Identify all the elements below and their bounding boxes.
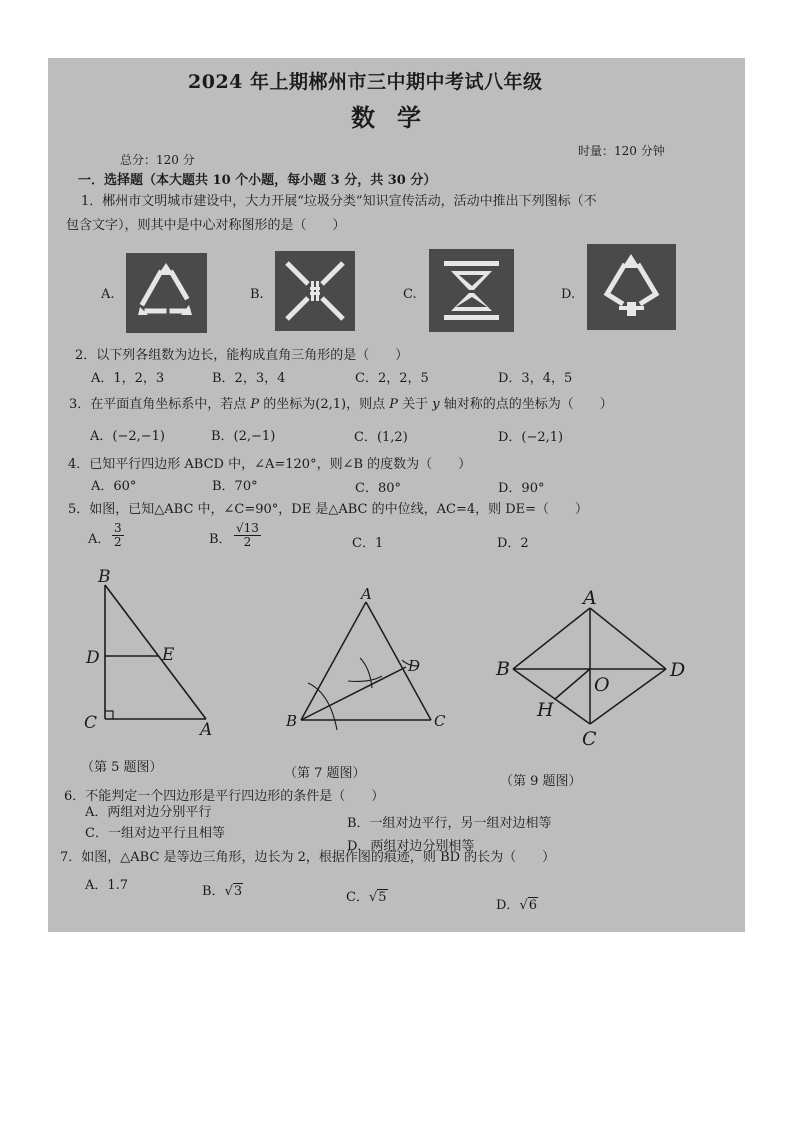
q5-option-a-numerator: 3 bbox=[114, 521, 122, 535]
q5-stem: 5．如图，已知△ABC 中，∠C=90°，DE 是△ABC 的中位线，AC=4，则 DE=（ ） bbox=[68, 502, 589, 517]
q7-option-d bbox=[496, 898, 538, 914]
q3-stem-part-a: 3．在平面直角坐标系中，若点 bbox=[69, 397, 251, 412]
q4-option-c: C．80° bbox=[355, 481, 401, 496]
q5-option-b-numerator: √13 bbox=[236, 521, 259, 535]
figure-9-caption: （第 9 题图） bbox=[500, 774, 582, 789]
q5-option-c: C．1 bbox=[352, 536, 384, 551]
fig7-side-ac bbox=[366, 602, 431, 720]
q5-option-a-denominator: 2 bbox=[114, 535, 122, 549]
hourglass-icon bbox=[429, 249, 514, 332]
q5-option-b-label: B． bbox=[209, 532, 232, 547]
q7-option-d-radicand: 6 bbox=[528, 898, 538, 913]
fig7-side-ab bbox=[301, 602, 366, 720]
fig7-arc-mark-3 bbox=[348, 676, 382, 681]
q7-option-a: A．1.7 bbox=[85, 878, 129, 893]
q5-option-a-fraction bbox=[112, 522, 124, 549]
q4-option-a: A．60° bbox=[91, 479, 137, 494]
fig5-side-ba bbox=[105, 585, 206, 719]
fig7-arc-mark-2 bbox=[360, 658, 372, 688]
q3-option-b: B．(2,−1) bbox=[211, 429, 276, 444]
recycle-tree-icon bbox=[587, 244, 676, 330]
q1-option-a-label: A. bbox=[101, 287, 115, 302]
fig7-label-d: D bbox=[408, 657, 421, 675]
q4-option-d: D．90° bbox=[498, 481, 545, 496]
q3-option-c: C．(1,2) bbox=[354, 430, 408, 445]
q7-option-c-radicand: 5 bbox=[378, 890, 387, 905]
fig9-label-o: O bbox=[594, 674, 610, 696]
figure-5-caption: （第 5 题图） bbox=[81, 760, 163, 775]
fig9-label-b: B bbox=[496, 658, 510, 680]
q3-option-a: A．(−2,−1) bbox=[90, 429, 165, 444]
q6-option-d: D．两组对边分别相等 bbox=[347, 839, 475, 854]
q7-option-b-sqrt: √3 bbox=[224, 884, 243, 899]
q2-option-a: A．1，2，3 bbox=[91, 371, 165, 386]
exam-title: 2024 年上期郴州市三中期中考试八年级 bbox=[188, 71, 543, 93]
q7-option-c bbox=[346, 890, 388, 906]
fig9-label-a: A bbox=[583, 588, 597, 609]
q1-option-b-label: B. bbox=[250, 287, 264, 302]
q7-option-d-label: D． bbox=[496, 898, 520, 913]
q5-option-d: D．2 bbox=[497, 536, 529, 551]
q5-option-b-denominator: 2 bbox=[243, 535, 252, 549]
q3-y-axis: y bbox=[432, 397, 440, 412]
fig9-segment-oh bbox=[555, 669, 590, 699]
q7-option-c-label: C． bbox=[346, 890, 369, 905]
q1-stem-line2: 包含文字），则其中是中心对称图形的是（ ） bbox=[66, 218, 346, 233]
q3-stem-part-d: 轴对称的点的坐标为（ ） bbox=[439, 397, 613, 412]
section-heading: 一．选择题（本大题共 10 个小题，每小题 3 分，共 30 分） bbox=[78, 173, 437, 188]
q3-stem bbox=[69, 397, 613, 413]
q6-option-c: C．一组对边平行且相等 bbox=[85, 826, 225, 841]
exam-time: 时量：120 分钟 bbox=[578, 144, 665, 158]
q5-option-b-fraction bbox=[234, 522, 261, 549]
q4-stem: 4．已知平行四边形 ABCD 中，∠A=120°，则∠B 的度数为（ ） bbox=[68, 457, 472, 472]
total-score: 总分：120 分 bbox=[120, 153, 195, 167]
fig5-label-a: A bbox=[200, 720, 213, 738]
fig5-label-e: E bbox=[162, 645, 175, 665]
fig7-arc-mark-1 bbox=[308, 683, 337, 730]
q3-point-p: P bbox=[250, 397, 260, 412]
q2-stem: 2．以下列各组数为边长，能构成直角三角形的是（ ） bbox=[75, 348, 409, 363]
arrows-x-icon bbox=[275, 251, 355, 331]
exam-paper bbox=[48, 58, 745, 932]
q1-option-d-label: D. bbox=[561, 287, 576, 302]
fig5-label-b: B bbox=[98, 567, 111, 587]
q7-stem: 7．如图，△ABC 是等边三角形，边长为 2，根据作图的痕迹，则 BD 的长为（ ） bbox=[60, 850, 556, 865]
fig5-label-c: C bbox=[84, 713, 98, 733]
q2-option-b: B．2，3，4 bbox=[212, 371, 286, 386]
q7-option-b-radicand: 3 bbox=[233, 884, 243, 899]
figure-7-diagram bbox=[280, 588, 460, 733]
q3-stem-part-c: 关于 bbox=[398, 397, 433, 412]
q6-option-a: A．两组对边分别平行 bbox=[85, 805, 212, 820]
fig5-label-d: D bbox=[86, 648, 100, 668]
q1-stem-line1: 1．郴州市文明城市建设中，大力开展“垃圾分类”知识宣传活动，活动中推出下列图标（不 bbox=[81, 194, 597, 209]
q3-point-p-2: P bbox=[389, 397, 398, 412]
fig7-label-b: B bbox=[286, 712, 298, 730]
figure-5-diagram bbox=[78, 563, 228, 738]
q7-option-d-sqrt: √6 bbox=[519, 898, 538, 913]
q3-option-d: D．(−2,1) bbox=[498, 430, 564, 445]
q1-option-c-label: C. bbox=[403, 287, 417, 302]
q7-option-c-sqrt: √5 bbox=[368, 890, 387, 905]
fig7-label-a: A bbox=[361, 588, 372, 603]
q2-option-d: D．3，4，5 bbox=[498, 371, 573, 386]
fig9-label-c: C bbox=[582, 728, 597, 750]
figure-7-caption: （第 7 题图） bbox=[284, 766, 366, 781]
fig9-label-h: H bbox=[537, 699, 554, 721]
q6-option-b: B．一组对边平行，另一组对边相等 bbox=[347, 816, 552, 831]
q7-option-b-label: B． bbox=[202, 884, 225, 899]
fig5-right-angle-mark bbox=[105, 711, 113, 719]
q6-stem: 6．不能判定一个四边形是平行四边形的条件是（ ） bbox=[64, 789, 385, 804]
figure-9-diagram bbox=[490, 588, 700, 758]
q2-option-c: C．2，2，5 bbox=[355, 371, 429, 386]
q7-option-b bbox=[202, 884, 243, 900]
fig9-side-ad bbox=[590, 608, 666, 669]
fig9-side-ab bbox=[513, 608, 590, 669]
recycle-triangle-icon bbox=[126, 253, 207, 333]
q3-stem-part-b: 的坐标为(2,1)，则点 bbox=[259, 397, 390, 412]
fig7-segment-bd bbox=[301, 667, 406, 720]
subject-title: 数学 bbox=[351, 103, 443, 132]
fig9-label-d: D bbox=[670, 659, 686, 681]
fig7-label-c: C bbox=[434, 712, 446, 730]
q4-option-b: B．70° bbox=[212, 479, 258, 494]
q5-option-a-label: A． bbox=[88, 532, 111, 547]
